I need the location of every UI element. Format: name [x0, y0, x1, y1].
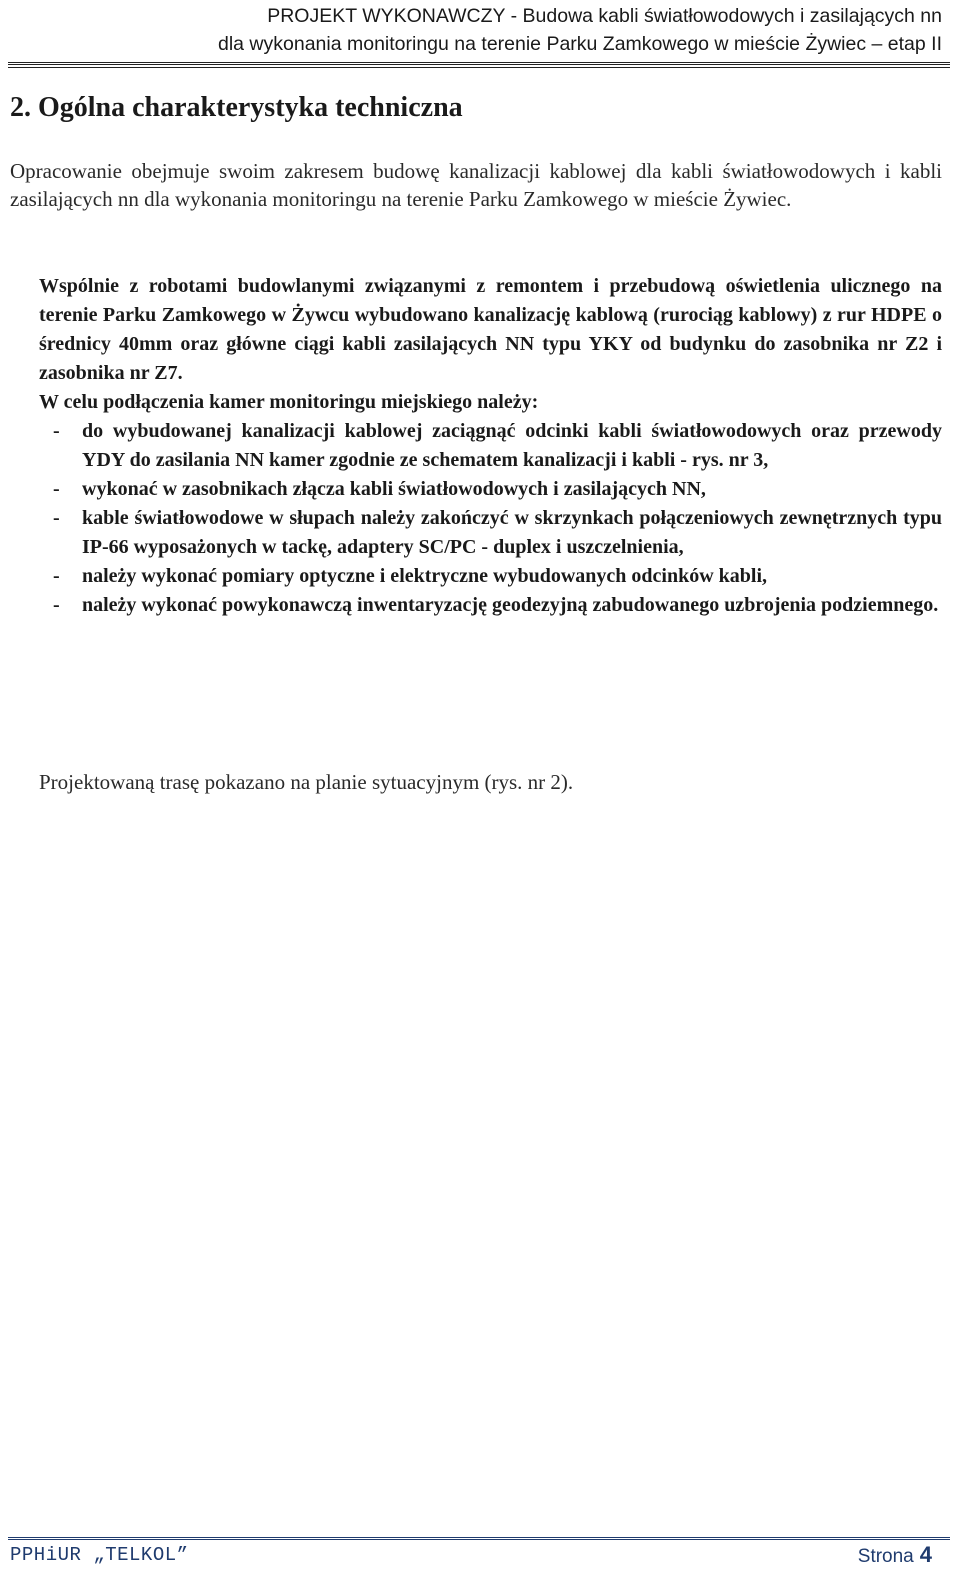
page-header: [2, 2, 942, 58]
technical-description: [39, 272, 942, 620]
page-indicator: [858, 1542, 932, 1568]
section-title: 2. Ogólna charakterystyka techniczna: [10, 92, 463, 123]
list-item: [53, 475, 942, 504]
list-item-text: kable światłowodowe w słupach należy zakończyć w skrzynkach połączeniowych zewnętrznych typu IP-66 wyposażonych w tackę, adaptery SC/PC - duplex i uszczelnienia,: [82, 507, 942, 558]
list-item-text: należy wykonać powykonawczą inwentaryzację geodezyjną zabudowanego uzbrojenia podziemnego.: [82, 594, 939, 616]
bullet-dash: -: [53, 594, 60, 616]
bullet-dash: -: [53, 507, 60, 529]
footer-divider: [8, 1537, 950, 1540]
footer-company: PPHiUR „TELKOL”: [10, 1544, 189, 1566]
page-number: 4: [919, 1542, 932, 1567]
list-item: [53, 591, 942, 620]
list-item: [53, 504, 942, 562]
requirements-list: [39, 417, 942, 620]
header-divider: [8, 62, 950, 68]
paragraph-requirements-lead: W celu podłączenia kamer monitoringu miejskiego należy:: [39, 391, 539, 413]
bullet-dash: -: [53, 478, 60, 500]
list-item-text: do wybudowanej kanalizacji kablowej zaciągnąć odcinki kabli światłowodowych oraz przewody YDY do zasilania NN kamer zgodnie ze schematem kanalizacji i kabli - rys. nr 3,: [82, 420, 942, 471]
intro-paragraph: Opracowanie obejmuje swoim zakresem budowę kanalizacji kablowej dla kabli światłowodowych i kabli zasilających nn dla wykonania monitoringu na terenie Parku Zamkowego w mieście Żywiec.: [10, 159, 942, 211]
paragraph-existing-works: Wspólnie z robotami budowlanymi związanymi z remontem i przebudową oświetlenia ulicznego na terenie Parku Zamkowego w Żywcu wybudowano kanalizację kablową (rurociąg kablowy) z rur HDPE o średnicy 40mm oraz główne ciągi kabli zasilających NN typu YKY od budynku do zasobnika nr Z2 i zasobnika nr Z7.: [39, 275, 942, 384]
bullet-dash: -: [53, 420, 60, 442]
list-item: [53, 417, 942, 475]
list-item-text: należy wykonać pomiary optyczne i elektryczne wybudowanych odcinków kabli,: [82, 565, 768, 587]
header-line-1: PROJEKT WYKONAWCZY - Budowa kabli światłowodowych i zasilających nn: [267, 5, 942, 27]
page-label: Strona: [857, 1546, 914, 1567]
header-line-2: dla wykonania monitoringu na terenie Parku Zamkowego w mieście Żywiec – etap II: [217, 33, 942, 55]
list-item-text: wykonać w zasobnikach złącza kabli światłowodowych i zasilających NN,: [82, 478, 706, 500]
bullet-dash: -: [53, 565, 60, 587]
closing-paragraph: Projektowaną trasę pokazano na planie sytuacyjnym (rys. nr 2).: [39, 770, 574, 794]
list-item: [53, 562, 942, 591]
